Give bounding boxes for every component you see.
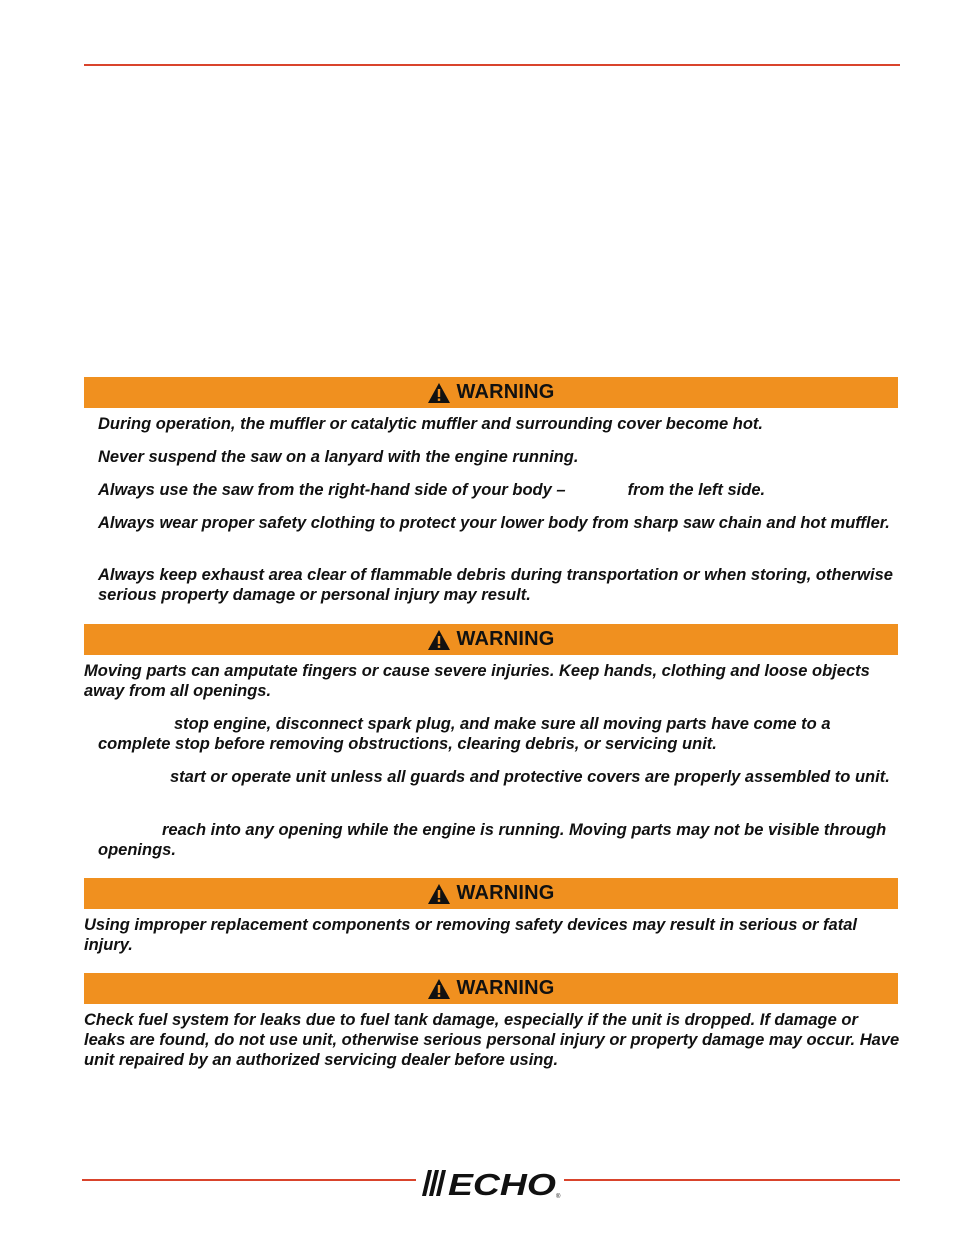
footer-rule-left: [82, 1179, 416, 1181]
warning-text: [98, 480, 898, 500]
warning-title: WARNING: [456, 628, 555, 650]
warning-title: WARNING: [456, 977, 555, 999]
top-rule: [84, 64, 900, 66]
warning-title: WARNING: [456, 381, 555, 403]
warning-banner-4: [84, 973, 898, 1004]
echo-logo: [420, 1166, 562, 1200]
warning-text: Always keep exhaust area clear of flammable debris during transportation or when storing, otherwise serious property damage or personal injury may result.: [98, 566, 893, 604]
warning-text: start or operate unit unless all guards and protective covers are properly assembled to unit.: [170, 768, 890, 786]
warning-text: Moving parts can amputate fingers or cause severe injuries. Keep hands, clothing and loose objects away from all openings.: [84, 662, 870, 700]
warning-text: During operation, the muffler or catalytic muffler and surrounding cover become hot.: [98, 415, 763, 433]
warning-text: reach into any opening while the engine is running. Moving parts may not be visible through openings.: [98, 821, 887, 859]
warning-triangle-icon: [427, 978, 451, 1000]
warning-title: WARNING: [456, 882, 555, 904]
warning-text: Never suspend the saw on a lanyard with the engine running.: [98, 448, 579, 466]
warning-banner-2: [84, 624, 898, 655]
warning-banner-3: [84, 878, 898, 909]
warning-text-part: from the left side.: [627, 481, 766, 499]
warning-banner-1: [84, 377, 898, 408]
warning-text: stop engine, disconnect spark plug, and make sure all moving parts have come to a complete stop before removing obstructions, clearing debris, or servicing unit.: [98, 715, 831, 753]
warning-text: Check fuel system for leaks due to fuel tank damage, especially if the unit is dropped. If damage or leaks are found, do not use unit, otherwise serious personal injury or property damage may occur. Have unit repaired by an authorized servicing dealer before using.: [84, 1011, 900, 1069]
svg-text:®: ®: [556, 1194, 561, 1200]
footer-rule-right: [564, 1179, 900, 1181]
warning-text: Always wear proper safety clothing to protect your lower body from sharp saw chain and hot muffler.: [98, 514, 890, 532]
warning-text: Using improper replacement components or removing safety devices may result in serious or fatal injury.: [84, 916, 857, 954]
warning-text-part: Always use the saw from the right-hand side of your body –: [98, 481, 566, 499]
warning-triangle-icon: [427, 883, 451, 905]
warning-triangle-icon: [427, 382, 451, 404]
logo-text: ECHO: [448, 1167, 556, 1200]
warning-triangle-icon: [427, 629, 451, 651]
